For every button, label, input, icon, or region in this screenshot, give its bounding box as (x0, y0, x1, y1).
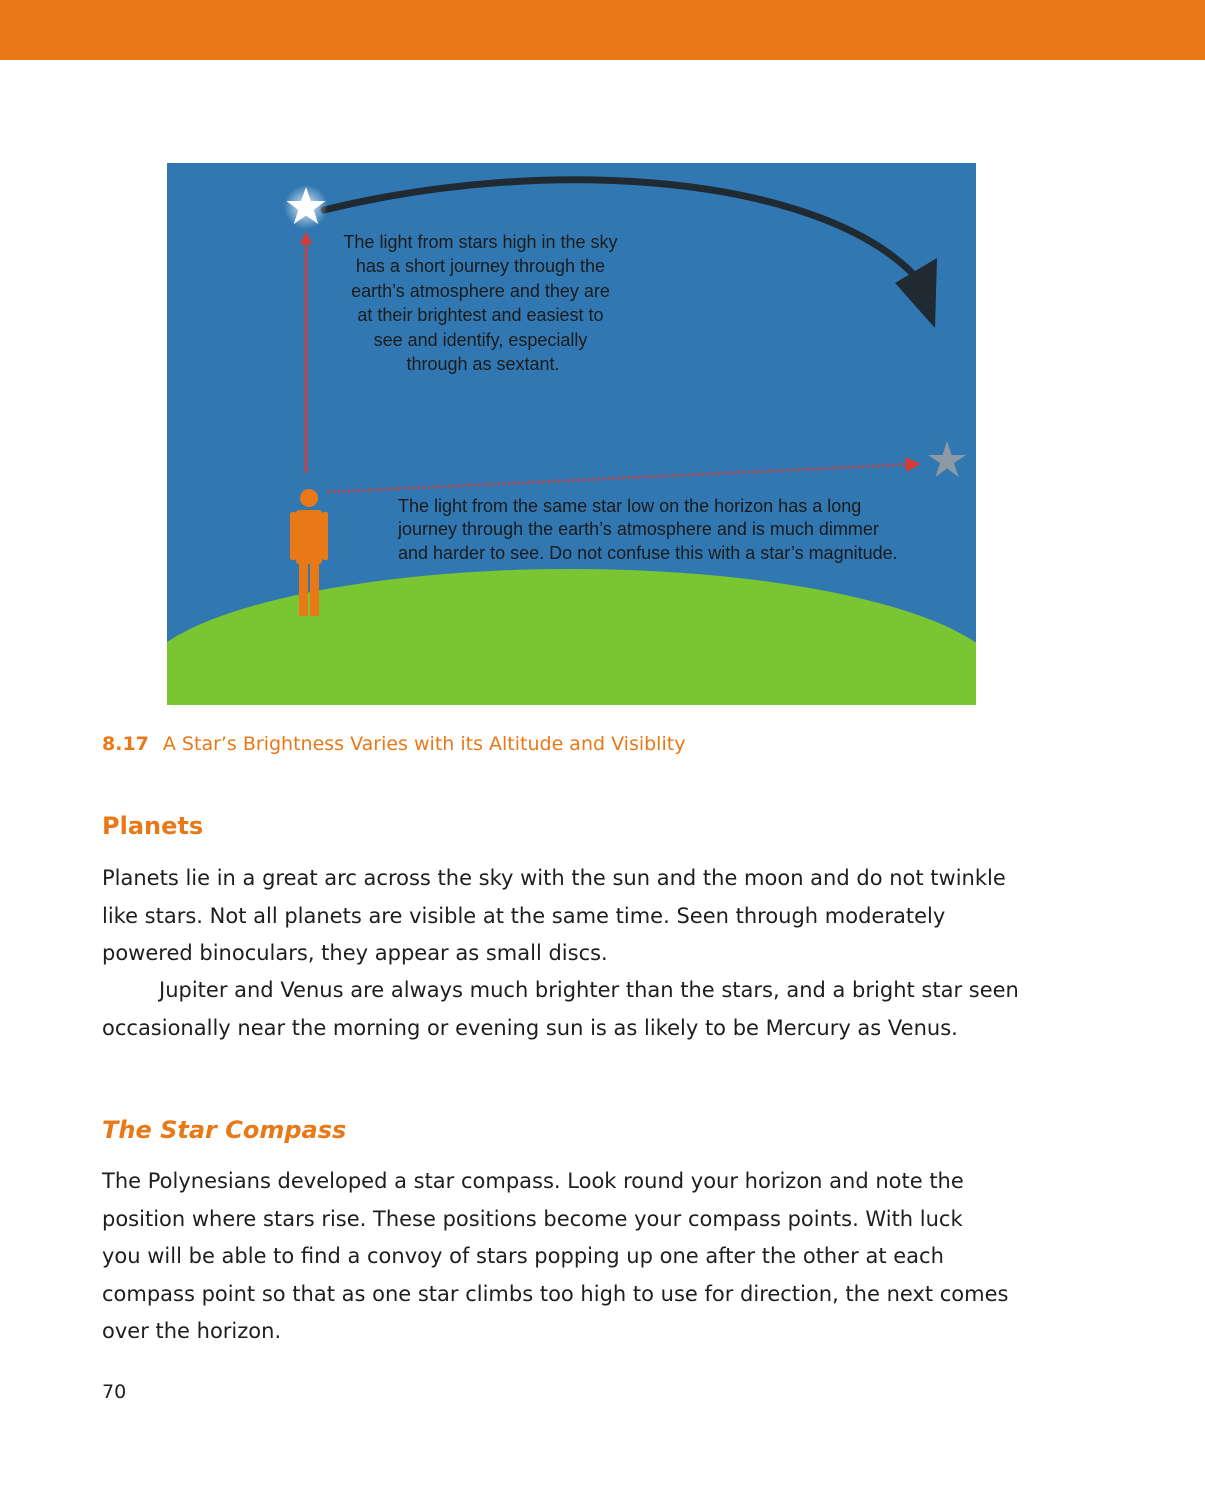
figure-bottom-text: The light from the same star low on the horizon has a long journey through the earth’s atmosphere and is much dimmer and harder to see. Do not confuse this with a star’s magnitude. (398, 496, 898, 563)
planets-paragraph-1: Planets lie in a great arc across the sky with the sun and the moon and do not twinkle like stars. Not all planets are visible at the same time. Seen through moderately powered binoculars, they appear as small discs. (102, 866, 1006, 965)
figure-caption (102, 733, 685, 755)
star-compass-paragraph: The Polynesians developed a star compass. Look round your horizon and note the position where stars rise. These positions become your compass points. With luck you will be able to find a convoy of stars popping up one after the other at each compass point so that as one star climbs too high to use for direction, the next comes over the horizon. (102, 1169, 1009, 1343)
caption-text: A Star’s Brightness Varies with its Altitude and Visiblity (162, 733, 686, 755)
star-compass-heading: The Star Compass (102, 1116, 347, 1144)
figure-top-text: The light from stars high in the sky has a short journey through the earth’s atmosphere and they are at their brightest and easiest to see and identify, especially through as sextant. (343, 232, 618, 374)
caption-number: 8.17 (102, 733, 149, 755)
header-bar (0, 0, 1205, 60)
star-altitude-figure (167, 163, 976, 705)
planets-heading: Planets (102, 812, 204, 840)
planets-paragraph-2: Jupiter and Venus are always much brighter than the stars, and a bright star seen occasionally near the morning or evening sun is as likely to be Mercury as Venus. (102, 978, 1019, 1040)
high-star-icon (284, 185, 328, 229)
page-number: 70 (102, 1381, 127, 1403)
